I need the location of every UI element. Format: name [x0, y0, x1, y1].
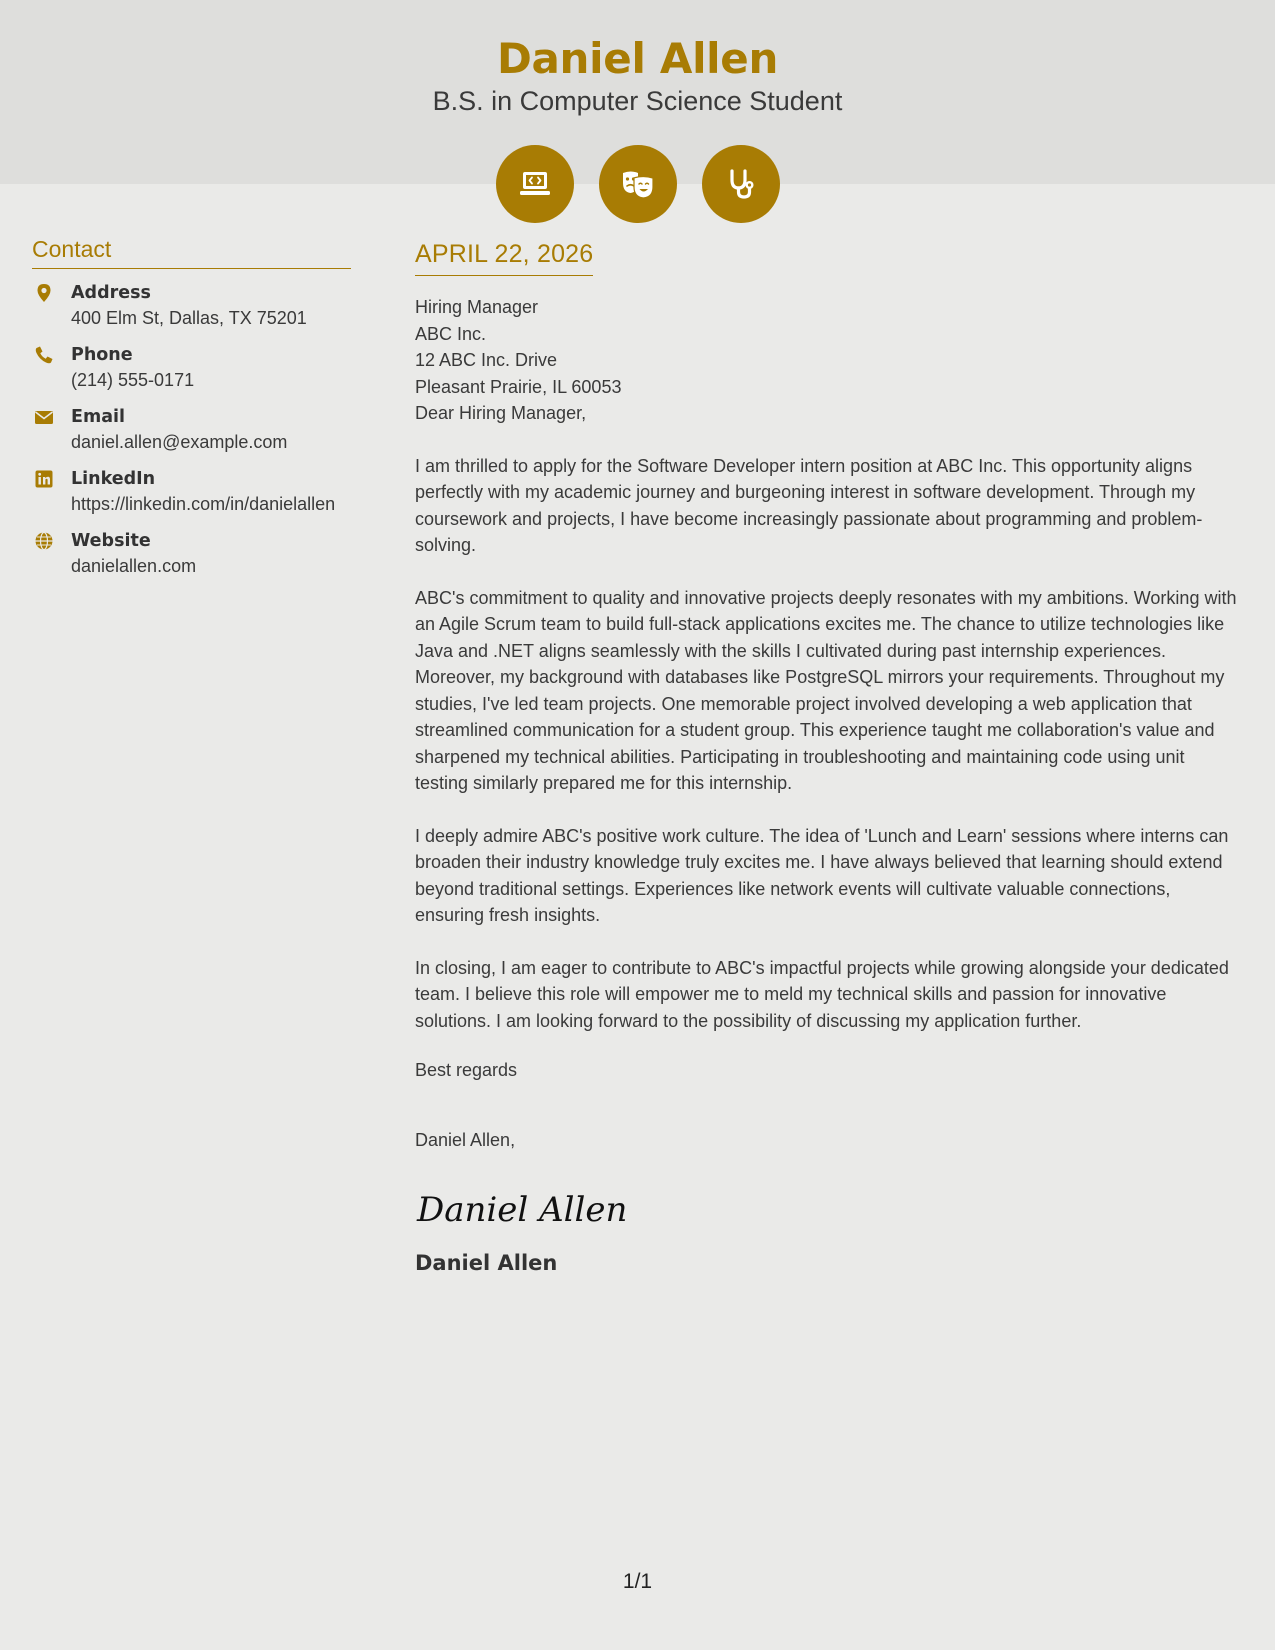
recipient-street: 12 ABC Inc. Drive [415, 350, 558, 370]
globe-icon [34, 531, 54, 551]
recipient-company: ABC Inc. [415, 323, 487, 344]
applicant-name: Daniel Allen [496, 34, 779, 83]
contact-label: LinkedIn [71, 469, 156, 489]
salutation: Dear Hiring Manager, [415, 403, 587, 423]
contact-sidebar [32, 236, 351, 579]
letter-body [415, 240, 1240, 1275]
stethoscope-icon [702, 145, 780, 223]
letter-paragraph: I am thrilled to apply for the Software Developer intern position at ABC Inc. This opportunity aligns perfectly with my academic journey and burgeoning interest in software development. Through my coursework and projects, I have become increasingly passionate about programming and problem-solving. [415, 455, 1203, 555]
contact-website [32, 529, 351, 579]
signature-text: Daniel Allen [417, 1190, 628, 1230]
contact-value: danielallen.com [71, 556, 197, 576]
letter-date: APRIL 22, 2026 [415, 240, 593, 276]
applicant-title: B.S. in Computer Science Student [432, 86, 843, 116]
contact-value: 400 Elm St, Dallas, TX 75201 [71, 308, 307, 328]
sign-off-name: Daniel Allen, [415, 1130, 516, 1150]
envelope-icon [34, 407, 54, 427]
laptop-code-icon [496, 145, 574, 223]
map-pin-icon [34, 283, 54, 303]
contact-label: Phone [71, 345, 133, 365]
recipient-block [415, 294, 1240, 427]
contact-heading: Contact [32, 236, 351, 269]
contact-value: https://linkedin.com/in/danielallen [71, 494, 336, 514]
handwritten-signature [415, 1185, 1240, 1233]
recipient-city: Pleasant Prairie, IL 60053 [415, 376, 622, 397]
contact-value: daniel.allen@example.com [71, 432, 288, 452]
recipient-name: Hiring Manager [415, 297, 539, 317]
letter-paragraph: I deeply admire ABC's positive work culture. The idea of 'Lunch and Learn' sessions where interns can broaden their industry knowledge truly excites me. I have always believed that learning should extend beyond traditional settings. Experiences like network events will cultivate valuable connections, ensuring fresh insights. [415, 825, 1229, 925]
printed-name: Daniel Allen [415, 1251, 558, 1275]
letter-paragraph: ABC's commitment to quality and innovative projects deeply resonates with my ambitions. Working with an Agile Scrum team to build full-stack applications excites me. The chance to utilize technologies like Java and .NET aligns seamlessly with the skills I cultivated during past internship experiences. Moreover, my background with databases like PostgreSQL mirrors your requirements. Throughout my studies, I've led team projects. One memorable project involved developing a web application that streamlined communication for a student group. This experience taught me collaboration's value and sharpened my technical abilities. Participating in troubleshooting and maintaining code using unit testing similarly prepared me for this internship. [415, 587, 1237, 793]
closing: Best regards [415, 1060, 518, 1080]
contact-phone [32, 343, 351, 393]
letter-paragraph: In closing, I am eager to contribute to ABC's impactful projects while growing alongside your dedicated team. I believe this role will empower me to meld my technical skills and passion for innovative solutions. I am looking forward to the possibility of discussing my application further. [415, 957, 1229, 1031]
interest-icons [0, 145, 1275, 223]
page-number: 1/1 [622, 1570, 653, 1593]
contact-label: Address [71, 283, 151, 303]
phone-icon [34, 345, 54, 365]
contact-address [32, 281, 351, 331]
contact-label: Website [71, 531, 151, 551]
contact-email [32, 405, 351, 455]
contact-value: (214) 555-0171 [71, 370, 195, 390]
linkedin-icon [34, 469, 54, 489]
theater-masks-icon [599, 145, 677, 223]
contact-label: Email [71, 407, 125, 427]
contact-linkedin [32, 467, 351, 517]
